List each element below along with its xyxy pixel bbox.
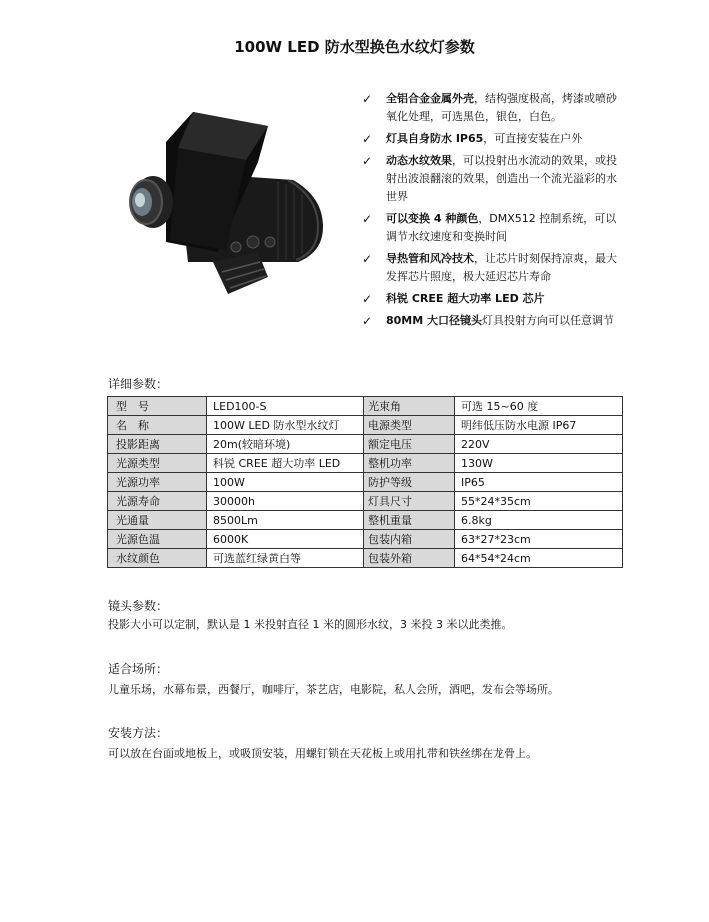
spec-label: 包装内箱	[364, 530, 455, 549]
feature-text: ，可以投射出水流动的效果，或投射出波浪翻滚的效果，创造出一个流光溢彩的水世界	[386, 154, 617, 203]
spec-label: 整机功率	[364, 454, 455, 473]
feature-text: ，让芯片时刻保持凉爽，最大发挥芯片照度，极大延迟芯片寿命	[386, 252, 617, 283]
feature-text: 灯具投射方向可以任意调节	[482, 314, 615, 327]
spec-value: 220V	[455, 435, 623, 454]
spec-label: 整机重量	[364, 511, 455, 530]
spec-value: 20m(较暗环境)	[207, 435, 364, 454]
spec-value: 可选 15~60 度	[455, 397, 623, 416]
spec-value: LED100-S	[207, 397, 364, 416]
spec-label: 电源类型	[364, 416, 455, 435]
table-row	[108, 530, 623, 549]
check-icon: ✓	[362, 292, 373, 306]
spec-label: 包装外箱	[364, 549, 455, 568]
spec-value: 8500Lm	[207, 511, 364, 530]
spec-label: 型 号	[108, 397, 207, 416]
feature-bold: 导热管和风冷技术	[386, 252, 474, 265]
spec-label: 光束角	[364, 397, 455, 416]
feature-list	[362, 90, 620, 334]
lens-heading: 镜头参数：	[108, 599, 169, 613]
feature-text: ，可直接安装在户外	[483, 132, 583, 145]
check-icon: ✓	[362, 314, 373, 328]
table-row	[108, 511, 623, 530]
spec-label: 光源色温	[108, 530, 207, 549]
spec-label: 光通量	[108, 511, 207, 530]
feature-bold: 灯具自身防水 IP65	[386, 132, 484, 145]
install-heading: 安装方法：	[108, 726, 169, 740]
feature-item	[362, 152, 620, 206]
feature-item	[362, 130, 620, 148]
spec-label: 光源寿命	[108, 492, 207, 511]
table-row	[108, 416, 623, 435]
check-icon: ✓	[362, 212, 373, 226]
spec-value: 63*27*23cm	[455, 530, 623, 549]
spec-label: 光源类型	[108, 454, 207, 473]
spec-label: 防护等级	[364, 473, 455, 492]
spec-value: 6.8kg	[455, 511, 623, 530]
table-row	[108, 473, 623, 492]
table-row	[108, 397, 623, 416]
spec-value: 64*54*24cm	[455, 549, 623, 568]
product-image	[118, 102, 338, 302]
feature-bold: 全铝合金金属外壳	[386, 92, 474, 105]
spec-table	[107, 396, 623, 568]
check-icon: ✓	[362, 252, 373, 266]
table-row	[108, 549, 623, 568]
feature-bold: 可以变换 4 种颜色	[386, 212, 479, 225]
check-icon: ✓	[362, 132, 373, 146]
feature-text: ，DMX512 控制系统，可以调节水纹速度和变换时间	[386, 212, 617, 243]
spec-label: 光源功率	[108, 473, 207, 492]
spec-value: 6000K	[207, 530, 364, 549]
spec-label: 额定电压	[364, 435, 455, 454]
spec-value: 可选蓝红绿黄白等	[207, 549, 364, 568]
feature-text: ，结构强度极高，烤漆或喷砂氧化处理，可选黑色，银色，白色。	[386, 92, 617, 123]
spec-label: 水纹颜色	[108, 549, 207, 568]
venue-heading: 适合场所：	[108, 662, 169, 676]
feature-item	[362, 250, 620, 286]
install-text: 可以放在台面或地板上，或吸顶安装，用螺钉锁在天花板上或用扎带和铁丝绑在龙骨上。	[108, 747, 537, 760]
feature-item	[362, 290, 620, 308]
spec-value: 30000h	[207, 492, 364, 511]
spec-value: 55*24*35cm	[455, 492, 623, 511]
check-icon: ✓	[362, 154, 373, 168]
spec-value: 100W	[207, 473, 364, 492]
spec-label: 名 称	[108, 416, 207, 435]
feature-item	[362, 210, 620, 246]
spec-value: 100W LED 防水型水纹灯	[207, 416, 364, 435]
feature-item	[362, 312, 620, 330]
spec-value: IP65	[455, 473, 623, 492]
table-row	[108, 492, 623, 511]
venue-text: 儿童乐场，水幕布景，西餐厅，咖啡厅，茶艺店，电影院，私人会所，酒吧，发布会等场所。	[108, 683, 559, 696]
feature-item	[362, 90, 620, 126]
spec-value: 130W	[455, 454, 623, 473]
feature-bold: 动态水纹效果	[386, 154, 452, 167]
spec-label: 灯具尺寸	[364, 492, 455, 511]
spec-label: 投影距离	[108, 435, 207, 454]
spec-heading: 详细参数：	[108, 377, 169, 391]
feature-bold: 80MM 大口径镜头	[386, 314, 483, 327]
page-title: 100W LED 防水型换色水纹灯参数	[234, 38, 475, 56]
lens-text: 投影大小可以定制，默认是 1 米投射直径 1 米的圆形水纹，3 米投 3 米以此类推。	[108, 618, 513, 631]
spec-value: 明纬低压防水电源 IP67	[455, 416, 623, 435]
spec-value: 科锐 CREE 超大功率 LED	[207, 454, 364, 473]
table-row	[108, 435, 623, 454]
feature-bold: 科锐 CREE 超大功率 LED 芯片	[386, 292, 545, 305]
table-row	[108, 454, 623, 473]
check-icon: ✓	[362, 92, 373, 106]
